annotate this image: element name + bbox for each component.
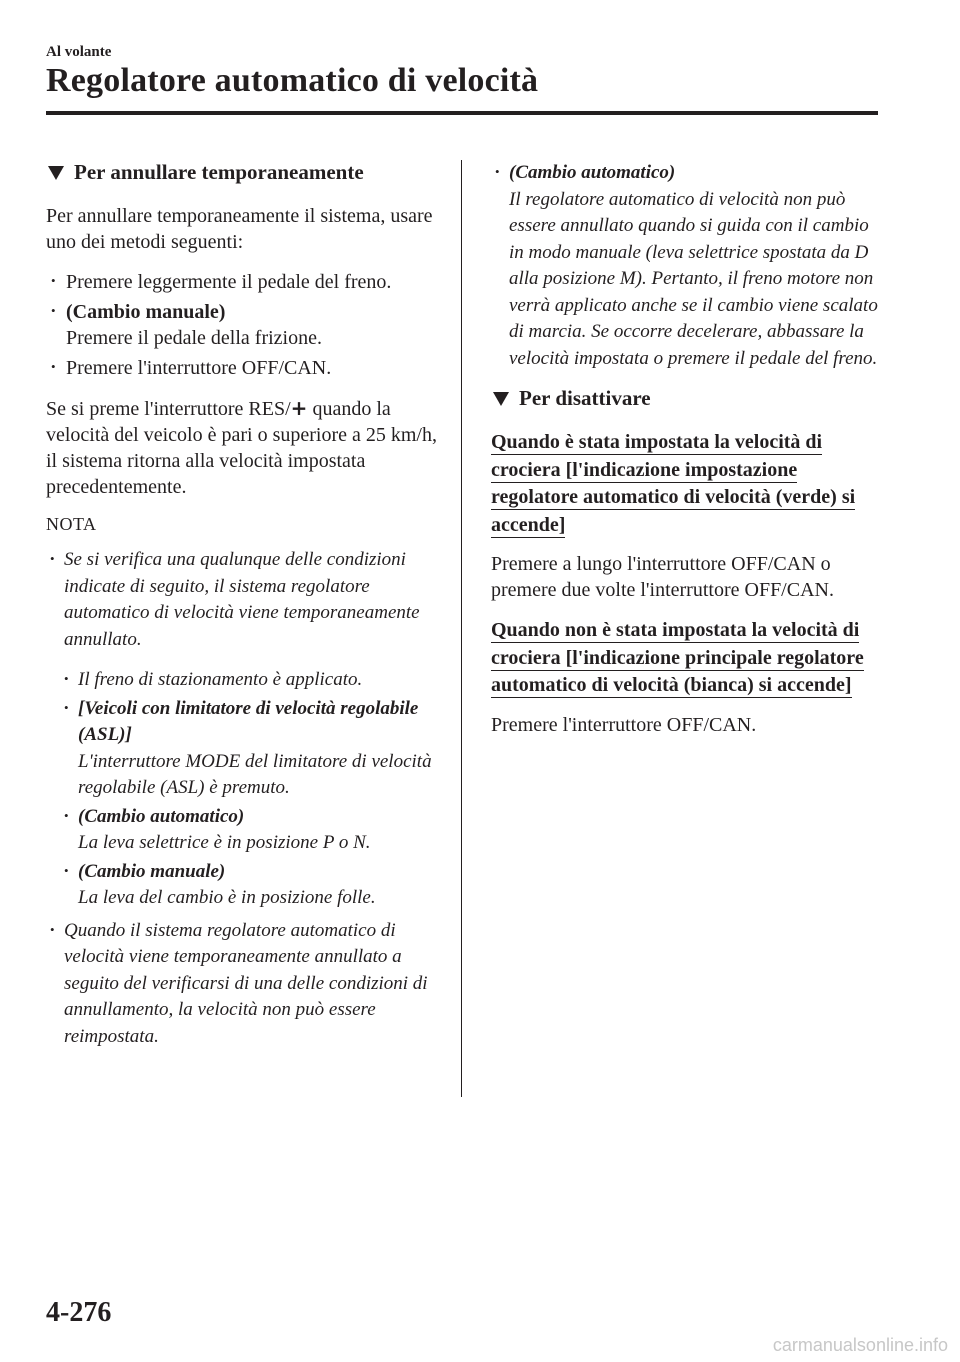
note-subitem-title: [Veicoli con limitatore di velocità regolabile (ASL)]: [78, 697, 419, 745]
left-column: [46, 160, 441, 1056]
condition-body-not-set: Premere l'interruttore OFF/CAN.: [491, 713, 757, 736]
condition-title-not-set: Quando non è stata impostata la velocità di crociera [l'indicazione principale regolatore automatico di velocità (bianca) si accende]: [491, 619, 864, 696]
note-item: [491, 160, 883, 372]
note-label: NOTA: [46, 514, 97, 534]
condition-body-set: Premere a lungo l'interruttore OFF/CAN o premere due volte l'interruttore OFF/CAN.: [491, 553, 834, 601]
method-item: • Premere l'interruttore OFF/CAN.: [46, 355, 441, 381]
note-item-body: Il regolatore automatico di velocità non può essere annullato quando si guida con il cambio in modo manuale (leva selettrice spostata da D alla posizione M). Pertanto, il freno motore non verrà applicato anche se il cambio viene scalato di marcia. Se occorre decelerare, abbassare la velocità impostata o premere il pedale del freno.: [509, 188, 878, 369]
intro-paragraph: Per annullare temporaneamente il sistema, usare uno dei metodi seguenti:: [46, 205, 433, 253]
watermark: carmanualsonline.info: [772, 1335, 948, 1355]
plus-icon: +: [290, 396, 308, 420]
method-title: (Cambio manuale): [66, 301, 226, 323]
section-label: Al volante: [46, 44, 112, 60]
note-subitem-body: L'interruttore MODE del limitatore di velocità regolabile (ASL) è premuto.: [78, 750, 432, 798]
page-number: 4-276: [46, 1297, 112, 1328]
subheading-deactivate: [491, 386, 883, 411]
note-sublist: [64, 667, 441, 912]
note-subitem-body: La leva del cambio è in posizione folle.: [78, 887, 376, 908]
cancel-methods-list: [46, 269, 441, 381]
note-subitem: [64, 696, 441, 802]
note-subitem-title: (Cambio manuale): [78, 860, 226, 882]
triangle-bullet-icon: [48, 166, 64, 180]
note-subitem: [64, 859, 441, 912]
note-item-title: (Cambio automatico): [509, 162, 676, 183]
subheading-text: Per disattivare: [519, 386, 651, 410]
note-item: • Se si verifica una qualunque delle condizioni indicate di seguito, il sistema regolatore automatico di velocità viene temporaneamente annullato. • Il freno di stazionamento è applicato. • [Veicoli con limitatore di velocità regolabile (ASL)] L'interruttore MODE del limitatore di velocità regolabile (ASL) è premuto. • (Cambio automatico) La leva selettrice è in posizione P o N. • (Cambio manuale) La leva del cambio è in posizione folle.: [46, 547, 441, 912]
column-divider: [461, 160, 462, 1097]
note-subitem: • Il freno di stazionamento è applicato.: [64, 667, 441, 694]
note-subitem-body: La leva selettrice è in posizione P o N.: [78, 832, 371, 853]
header-rule: [46, 111, 878, 115]
subheading-text: Per annullare temporaneamente: [74, 160, 364, 184]
subheading-temporary-cancel: [46, 160, 441, 185]
resume-paragraph: Se si preme l'interruttore RES/+ quando la velocità del veicolo è pari o superiore a 25 km/h, il sistema ritorna alla velocità impostata precedentemente.: [46, 396, 437, 498]
method-item: [46, 299, 441, 351]
method-body: Premere il pedale della frizione.: [66, 327, 322, 349]
page-title: Regolatore automatico di velocità: [46, 62, 539, 99]
note-subitem: [64, 804, 441, 857]
note-item: • Quando il sistema regolatore automatico di velocità viene temporaneamente annullato a seguito del verificarsi di una delle condizioni di annullamento, la velocità non può essere reimpostata.: [46, 918, 441, 1051]
right-column: [491, 160, 883, 752]
triangle-bullet-icon: [493, 392, 509, 406]
note-list-continued: [491, 160, 883, 372]
note-subitem-title: (Cambio automatico): [78, 805, 245, 827]
note-list: [46, 547, 441, 1050]
condition-title-set: Quando è stata impostata la velocità di crociera [l'indicazione impostazione regolatore automatico di velocità (verde) si accende]: [491, 431, 856, 536]
method-item: • Premere leggermente il pedale del freno.: [46, 269, 441, 295]
